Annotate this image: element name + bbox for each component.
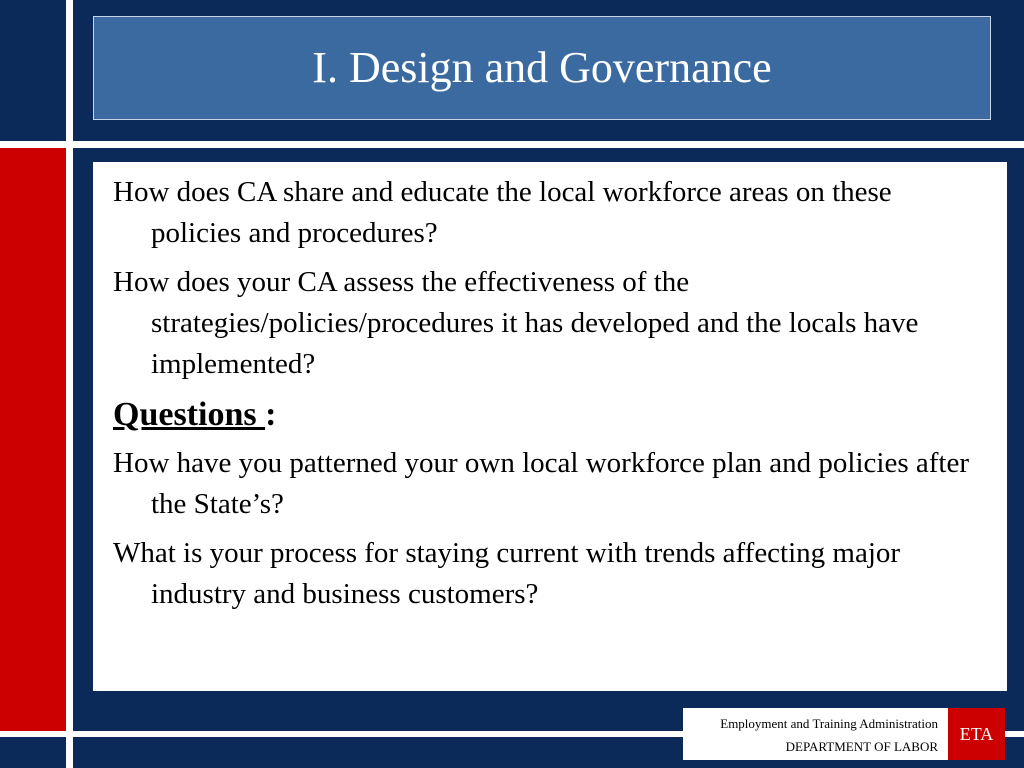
footer-agency-name: Employment and Training Administration <box>720 716 938 731</box>
frame-red-bar <box>0 148 66 731</box>
frame-vertical-line <box>66 0 73 768</box>
questions-heading-colon: : <box>265 396 277 433</box>
body-paragraph: What is your process for staying current with trends affecting major industry and business customers? <box>113 537 901 610</box>
slide-title: I. Design and Governance <box>312 43 772 92</box>
slide-title-box <box>93 16 991 120</box>
slide-content-box <box>93 162 1007 691</box>
eta-logo <box>948 708 1005 760</box>
body-paragraph: How does your CA assess the effectiveness of the strategies/policies/procedures it has developed and the locals have implemented? <box>113 266 919 380</box>
body-paragraph: How have you patterned your own local workforce plan and policies after the State’s? <box>113 447 969 520</box>
footer-department-name: DEPARTMENT OF LABOR <box>785 739 938 754</box>
footer-agency-box <box>683 708 948 760</box>
questions-heading-label: Questions <box>113 396 266 433</box>
frame-horizontal-line-top <box>0 141 1024 148</box>
questions-heading <box>113 393 983 437</box>
eta-logo-text: ETA <box>959 723 994 744</box>
body-paragraph: How does CA share and educate the local workforce areas on these policies and procedures? <box>113 176 892 249</box>
slide-body <box>113 172 983 623</box>
